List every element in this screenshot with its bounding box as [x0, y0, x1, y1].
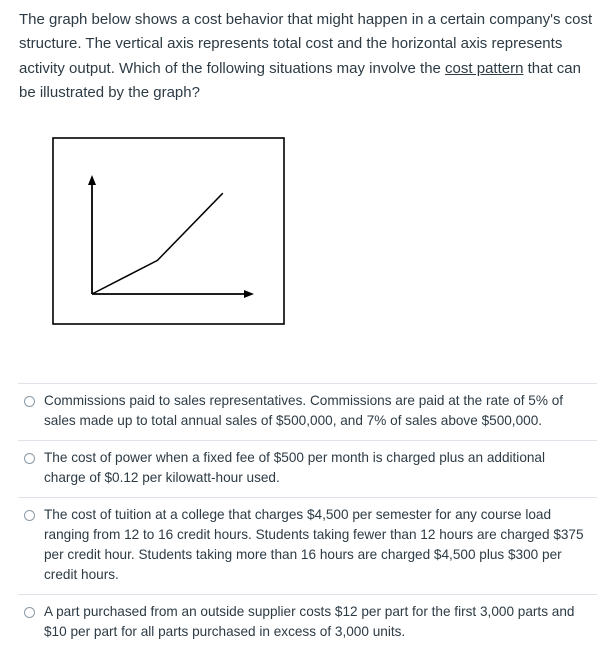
question-text-part-1: The graph below shows a cost behavior that might happen in a certain company's cost structure. The vertical axis represents total cost and the horizontal axis represents activity output. Which of the following situations may involve the [19, 11, 593, 77]
answer-option-2-label[interactable]: The cost of power when a fixed fee of $500 per month is charged plus an additional charge of $0.12 per kilowatt-hour used. [44, 450, 546, 485]
answer-option-3-radio[interactable] [24, 510, 35, 521]
answer-option-2-radio[interactable] [24, 453, 35, 464]
answer-list [18, 383, 597, 651]
question-text [19, 8, 597, 105]
answer-option-4-radio[interactable] [24, 607, 35, 618]
question-text-part-2: that can be illustrated by the graph? [19, 59, 581, 101]
answer-option-3[interactable] [18, 497, 597, 594]
answer-option-1[interactable] [18, 383, 597, 440]
answer-option-4[interactable] [18, 594, 597, 651]
answer-option-1-label[interactable]: Commissions paid to sales representatives. Commissions are paid at the rate of 5% of sales made up to total annual sales of $500,000, and 7% of sales above $500,000. [44, 393, 564, 428]
answer-option-4-label[interactable]: A part purchased from an outside supplier costs $12 per part for the first 3,000 parts and $10 per part for all parts purchased in excess of 3,000 units. [44, 604, 575, 639]
answer-option-1-radio[interactable] [24, 396, 35, 407]
answer-option-3-label[interactable]: The cost of tuition at a college that charges $4,500 per semester for any course load ranging from 12 to 16 credit hours. Students taking fewer than 12 hours are charged $375 per credit hour. Students taking more than 16 hours are charged $4,500 plus $300 per credit hours. [44, 507, 584, 582]
cost-pattern-link[interactable]: cost pattern [445, 59, 524, 77]
answer-option-2[interactable] [18, 440, 597, 497]
cost-behavior-graph [52, 137, 285, 325]
graph-frame [53, 138, 284, 324]
